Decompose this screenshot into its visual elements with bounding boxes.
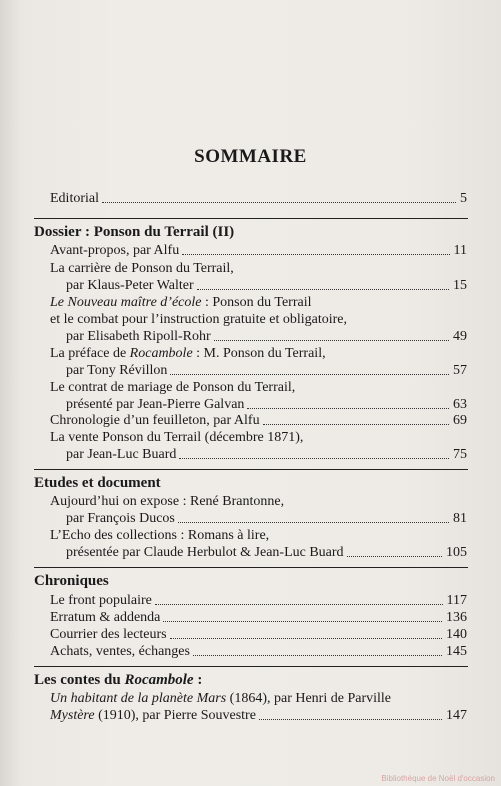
toc-entry-editorial [50, 191, 467, 207]
dot-leader [155, 604, 443, 605]
toc-entry-echo [66, 545, 467, 561]
toc-label: L’Echo des collections : Romans à lire, [50, 528, 270, 543]
toc-page-number: 57 [453, 363, 467, 378]
page-title: SOMMAIRE [194, 146, 307, 167]
toc-page-number: 136 [446, 610, 467, 625]
toc-page-number: 63 [453, 397, 467, 412]
toc-label: La carrière de Ponson du Terrail, [50, 261, 234, 276]
toc-label: Courrier des lecteurs [50, 627, 167, 642]
toc-label: Chronologie d’un feuilleton, par Alfu [50, 413, 260, 428]
dot-leader [347, 556, 442, 557]
toc-entry-nouveau [66, 329, 467, 345]
toc-label-rest: : Ponson du Terrail [201, 295, 312, 310]
book-title: Mystère [50, 708, 95, 723]
toc-label-rest: (1864), par Henri de Parville [226, 691, 391, 706]
toc-label: par Elisabeth Ripoll-Rohr [66, 329, 211, 344]
section-divider [34, 469, 468, 470]
section-divider [34, 666, 468, 667]
toc-label: par Tony Révillon [66, 363, 168, 378]
dot-leader [102, 202, 456, 203]
toc-page-number: 75 [453, 447, 467, 462]
toc-label: Erratum & addenda [50, 610, 161, 625]
toc-label: Editorial [50, 191, 99, 206]
section-divider [34, 218, 468, 219]
toc-label-preface [50, 346, 326, 362]
toc-page-number: 5 [460, 191, 467, 206]
toc-label: par Klaus-Peter Walter [66, 278, 194, 293]
dot-leader [179, 458, 449, 459]
toc-label: par Jean-Luc Buard [66, 447, 177, 462]
toc-entry-chronique [50, 644, 467, 660]
toc-label-nouveau [50, 295, 311, 311]
toc-entry-chronique [50, 593, 467, 609]
section-heading-dossier: Dossier : Ponson du Terrail (II) [34, 224, 235, 240]
watermark: Bibliothèque de Noël d'occasion [381, 774, 495, 783]
toc-entry-expose [66, 511, 467, 527]
toc-label: Aujourd’hui on expose : René Brantonne, [50, 494, 285, 509]
toc-label: par François Ducos [66, 511, 175, 526]
toc-page-number: 49 [453, 329, 467, 344]
toc-label: Achats, ventes, échanges [50, 644, 190, 659]
section-heading-chroniques: Chroniques [34, 573, 109, 589]
heading-pre: Les contes du [34, 672, 125, 688]
toc-label: Le front populaire [50, 593, 152, 608]
toc-page-number: 105 [446, 545, 467, 560]
toc-entry-conte-2 [50, 708, 467, 724]
dot-leader [197, 289, 449, 290]
toc-label-conte-1 [50, 691, 391, 707]
book-title: Rocambole [129, 346, 193, 361]
toc-label [50, 708, 256, 724]
dot-leader [259, 719, 442, 720]
book-title: Rocambole [124, 672, 194, 688]
dot-leader [263, 424, 449, 425]
section-heading-contes [34, 672, 202, 689]
dot-leader [214, 340, 449, 341]
toc-entry-contrat [66, 397, 467, 413]
dot-leader [247, 408, 449, 409]
toc-page-number: 145 [446, 644, 467, 659]
toc-label-rest: (1910), par Pierre Souvestre [94, 708, 256, 723]
toc-page-number: 69 [453, 413, 467, 428]
dot-leader [170, 638, 442, 639]
toc-label: Avant-propos, par Alfu [50, 243, 180, 258]
toc-entry-carriere [66, 278, 467, 294]
toc-label: Le contrat de mariage de Ponson du Terrail, [50, 380, 296, 395]
dot-leader [178, 522, 449, 523]
toc-label: présenté par Jean-Pierre Galvan [66, 397, 245, 412]
book-title: Le Nouveau maître d’école [50, 295, 202, 310]
toc-label-rest: : M. Ponson du Terrail, [192, 346, 326, 361]
toc-label: La vente Ponson du Terrail (décembre 1871), [50, 430, 304, 445]
dot-leader [182, 254, 449, 255]
dot-leader [163, 621, 442, 622]
toc-entry-vente [66, 447, 467, 463]
toc-entry-chronique [50, 627, 467, 643]
toc-page-number: 147 [446, 708, 467, 723]
toc-label-pre: La préface de [50, 346, 130, 361]
toc-entry-chronologie [50, 413, 467, 429]
toc-page-number: 11 [453, 243, 467, 258]
toc-label: et le combat pour l’instruction gratuite et obligatoire, [50, 312, 348, 327]
toc-entry-preface [66, 363, 467, 379]
dot-leader [193, 655, 442, 656]
toc-entry-chronique [50, 610, 467, 626]
section-divider [34, 567, 468, 568]
toc-page-number: 15 [453, 278, 467, 293]
toc-label: présentée par Claude Herbulot & Jean-Luc Buard [66, 545, 344, 560]
heading-post: : [193, 672, 203, 688]
section-heading-etudes: Etudes et document [34, 475, 161, 491]
toc-page-number: 117 [446, 593, 467, 608]
toc-page-number: 81 [453, 511, 467, 526]
toc-entry-avant-propos [50, 243, 467, 259]
dot-leader [170, 374, 449, 375]
book-title: Un habitant de la planète Mars [50, 691, 227, 706]
toc-page-number: 140 [446, 627, 467, 642]
